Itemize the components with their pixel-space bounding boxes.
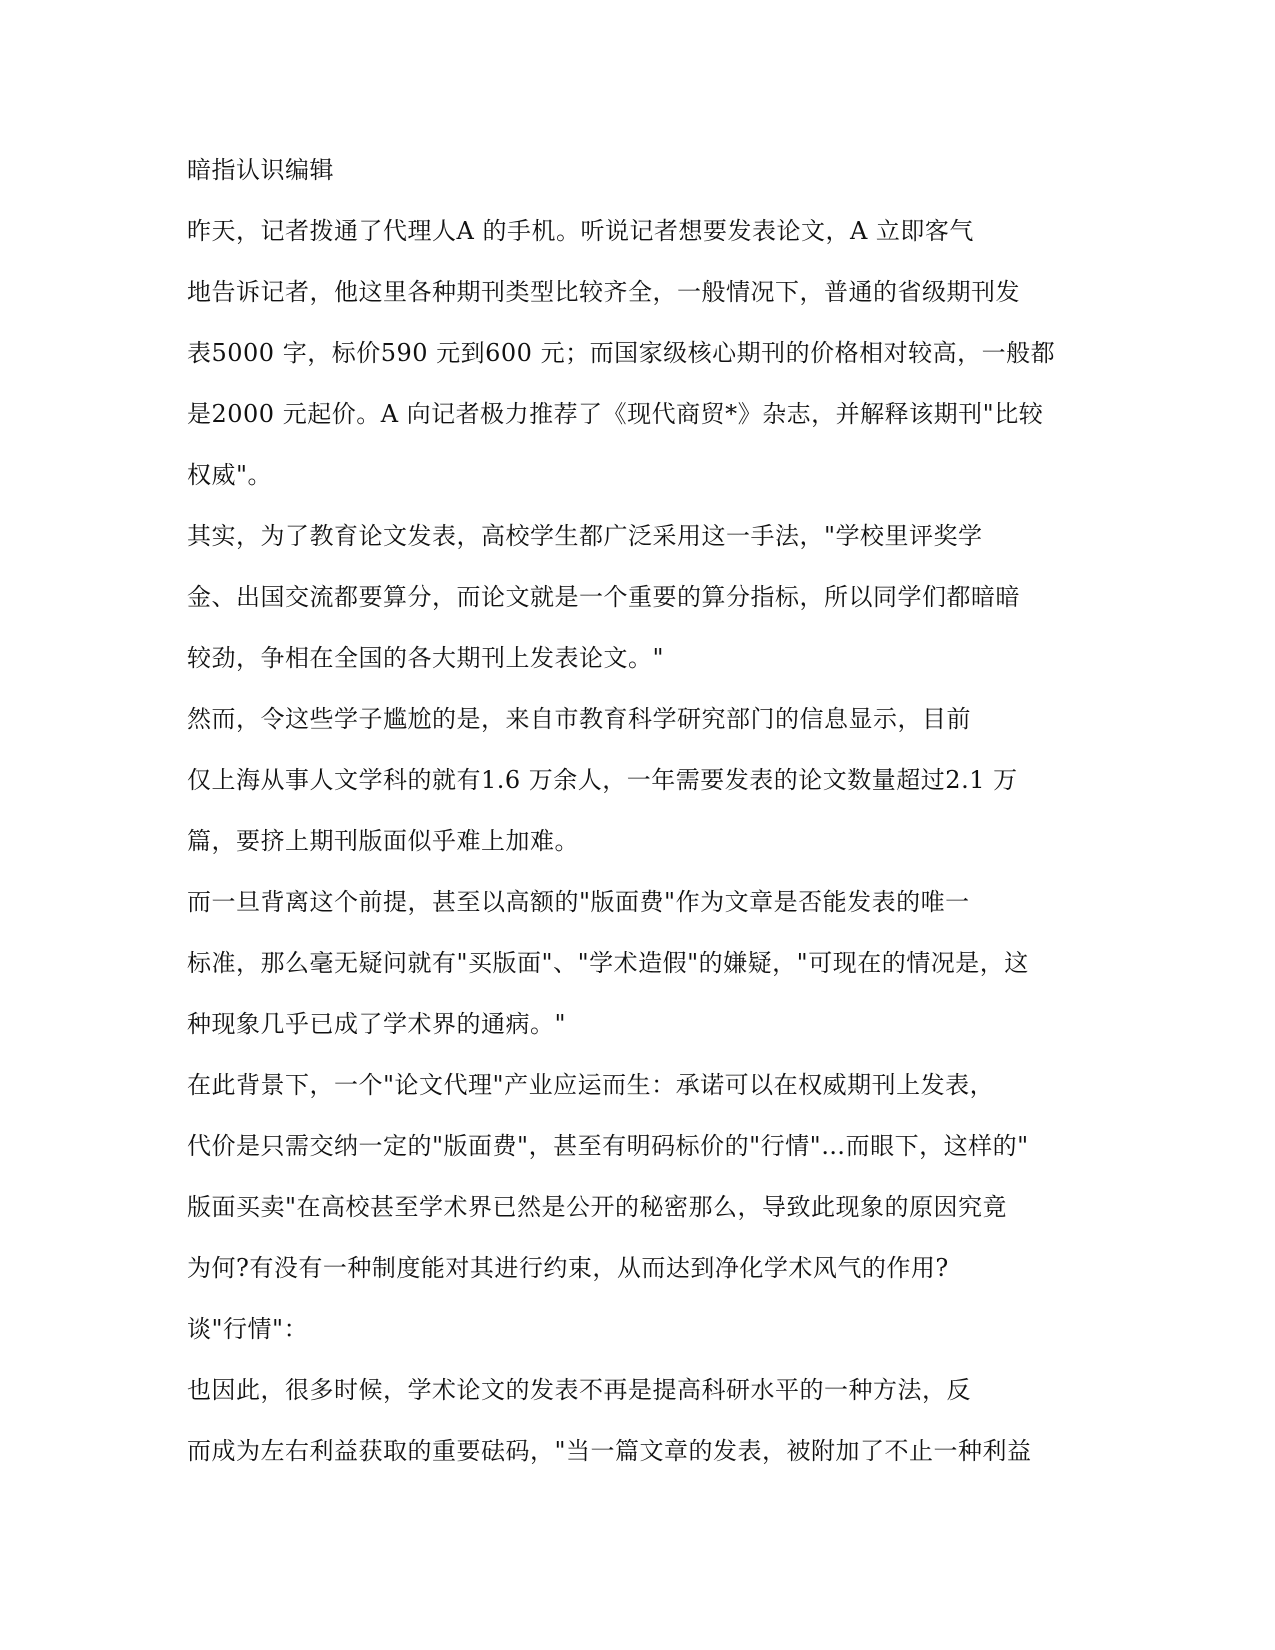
text-line: 而一旦背离这个前提，甚至以高额的"版面费"作为文章是否能发表的唯一 (187, 888, 970, 916)
text-line: 种现象几乎已成了学术界的通病。" (187, 1010, 567, 1038)
text-line: 标准，那么毫无疑问就有"买版面"、"学术造假"的嫌疑，"可现在的情况是，这 (187, 949, 1029, 977)
section-heading: 暗指认识编辑 (187, 156, 334, 184)
text-line: 版面买卖"在高校甚至学术界已然是公开的秘密那么，导致此现象的原因究竟 (187, 1193, 1008, 1221)
text-line: 仅上海从事人文学科的就有1.6 万余人，一年需要发表的论文数量超过2.1 万 (187, 766, 1018, 794)
text-line: 表5000 字，标价590 元到600 元；而国家级核心期刊的价格相对较高，一般都 (187, 339, 1056, 367)
text-line: 而成为左右利益获取的重要砝码，"当一篇文章的发表，被附加了不止一种利益 (187, 1437, 1032, 1465)
text-line: 为何?有没有一种制度能对其进行约束，从而达到净化学术风气的作用? (187, 1254, 949, 1282)
text-line: 然而，令这些学子尴尬的是，来自市教育科学研究部门的信息显示，目前 (187, 705, 971, 733)
text-line: 在此背景下，一个"论文代理"产业应运而生：承诺可以在权威期刊上发表， (187, 1071, 995, 1099)
text-line: 篇，要挤上期刊版面似乎难上加难。 (187, 827, 579, 855)
text-line: 其实，为了教育论文发表，高校学生都广泛采用这一手法，"学校里评奖学 (187, 522, 983, 550)
text-line: 较劲，争相在全国的各大期刊上发表论文。" (187, 644, 665, 672)
document-body (187, 140, 1087, 1482)
text-line: 金、出国交流都要算分，而论文就是一个重要的算分指标，所以同学们都暗暗 (187, 583, 1020, 611)
text-line: 昨天，记者拨通了代理人A 的手机。听说记者想要发表论文，A 立即客气 (187, 217, 974, 245)
text-line: 是2000 元起价。A 向记者极力推荐了《现代商贸*》杂志，并解释该期刊"比较 (187, 400, 1044, 428)
text-line: 权威"。 (187, 461, 273, 489)
text-line: 也因此，很多时候，学术论文的发表不再是提高科研水平的一种方法，反 (187, 1376, 971, 1404)
text-line: 地告诉记者，他这里各种期刊类型比较齐全，一般情况下，普通的省级期刊发 (187, 278, 1020, 306)
text-line: 代价是只需交纳一定的"版面费"，甚至有明码标价的"行情"…而眼下，这样的" (187, 1132, 1029, 1160)
section-heading: 谈"行情"： (187, 1315, 309, 1343)
